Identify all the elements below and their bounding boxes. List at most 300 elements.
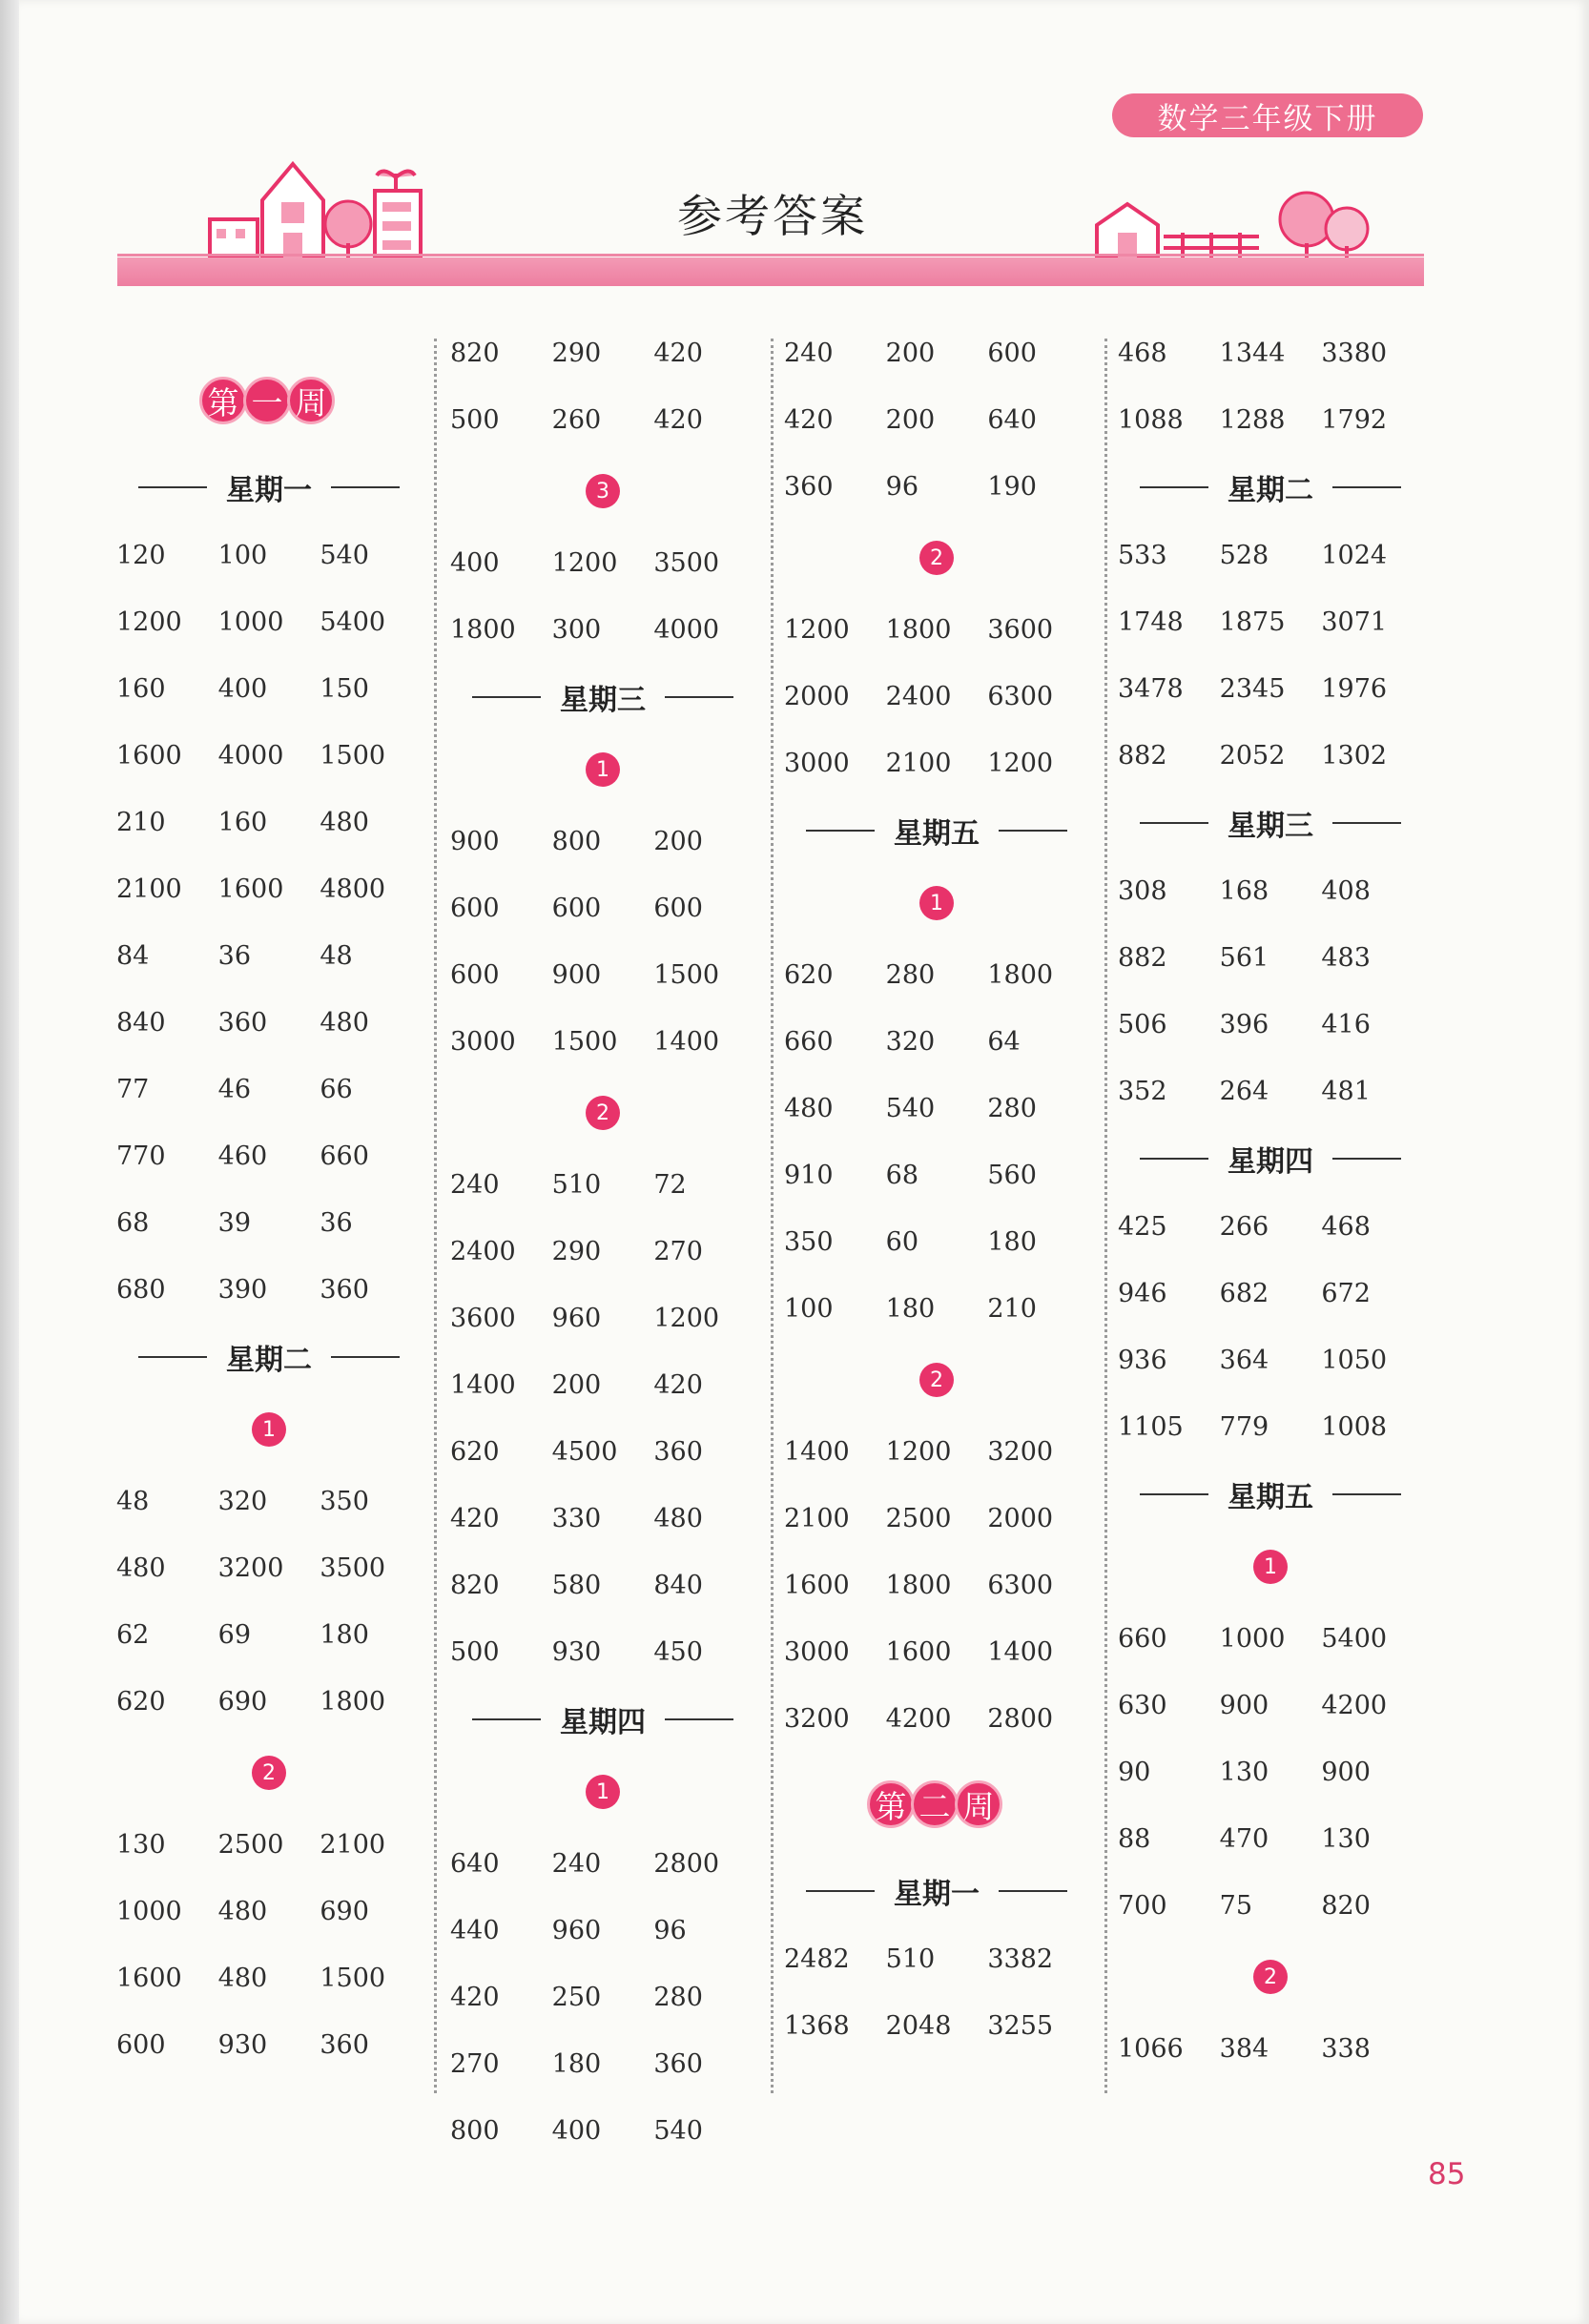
answer-row: [116, 1668, 422, 1735]
answer-row: [784, 386, 1089, 453]
answer-row: [450, 941, 755, 1008]
answer-value: 96: [885, 471, 919, 502]
answer-value: 1600: [116, 1963, 182, 1993]
answer-value: 510: [885, 1944, 936, 1974]
answer-value: 620: [784, 959, 834, 990]
answer-row: [116, 1601, 422, 1668]
answer-value: 300: [551, 614, 602, 645]
answer-value: 64: [987, 1026, 1021, 1057]
section-number: [1118, 1939, 1423, 2015]
answer-row: [1118, 991, 1423, 1058]
answer-value: 3500: [653, 547, 720, 578]
answer-row: [450, 1151, 755, 1218]
answer-row: [450, 1218, 755, 1285]
answer-value: 4800: [320, 874, 386, 904]
answer-value: 770: [116, 1141, 166, 1171]
answer-value: 3000: [450, 1026, 516, 1057]
answer-value: 820: [1321, 1890, 1371, 1921]
answer-value: 1200: [653, 1303, 720, 1333]
week-badge: [203, 377, 335, 424]
answer-value: 910: [784, 1160, 834, 1190]
column-separator: [771, 339, 774, 2093]
answer-row: [450, 2097, 755, 2164]
answer-value: 660: [1118, 1623, 1167, 1654]
section-number: [784, 520, 1089, 596]
answer-value: 630: [1118, 1690, 1167, 1720]
week-char: 周: [955, 1780, 1002, 1828]
answer-value: 480: [217, 1963, 268, 1993]
answer-value: 62: [116, 1619, 150, 1650]
answer-row: [116, 1122, 422, 1189]
section-number: [450, 1075, 755, 1151]
answer-value: 1400: [784, 1436, 850, 1467]
answer-value: 360: [217, 1007, 268, 1038]
answer-value: 540: [885, 1093, 936, 1123]
answer-value: 3600: [450, 1303, 516, 1333]
answer-value: 640: [987, 404, 1037, 435]
day-heading: [1118, 1460, 1423, 1529]
heading-rule: [806, 1890, 875, 1892]
answer-value: 680: [116, 1274, 166, 1305]
answer-value: 480: [217, 1896, 268, 1926]
answer-value: 3071: [1321, 607, 1388, 637]
answer-row: [450, 596, 755, 663]
answer-value: 320: [217, 1486, 268, 1516]
heading-rule: [1140, 1493, 1208, 1495]
answer-value: 3255: [987, 2010, 1054, 2041]
answer-row: [1118, 722, 1423, 789]
answer-value: 480: [320, 807, 369, 837]
answer-value: 1288: [1219, 404, 1286, 435]
answer-value: 450: [653, 1636, 703, 1667]
answer-row: [784, 453, 1089, 520]
answer-value: 600: [987, 338, 1037, 368]
answer-row: [450, 386, 755, 453]
answer-row: [1118, 1672, 1423, 1738]
answer-value: 3380: [1321, 338, 1388, 368]
section-number-badge: 2: [919, 1363, 954, 1397]
answer-value: 2100: [885, 748, 952, 778]
section-number-badge: 1: [586, 752, 620, 787]
answer-value: 1400: [450, 1369, 516, 1400]
day-heading: [1118, 789, 1423, 857]
answer-value: 500: [450, 1636, 500, 1667]
answer-row: [116, 1256, 422, 1323]
answer-value: 68: [885, 1160, 919, 1190]
answer-row: [116, 789, 422, 855]
answer-row: [116, 1534, 422, 1601]
answer-value: 39: [217, 1207, 252, 1238]
answer-row: [116, 2011, 422, 2078]
week-heading: [784, 1752, 1089, 1857]
answer-value: 210: [987, 1293, 1037, 1324]
answer-row: [784, 1275, 1089, 1342]
section-number-badge: 2: [252, 1756, 286, 1790]
answer-value: 4000: [217, 740, 284, 771]
answer-value: 1400: [987, 1636, 1054, 1667]
answer-value: 1792: [1321, 404, 1388, 435]
answer-value: 1088: [1118, 404, 1184, 435]
heading-rule: [1332, 486, 1401, 488]
answer-value: 2400: [450, 1236, 516, 1266]
answer-row: [1118, 319, 1423, 386]
answer-value: 60: [885, 1226, 919, 1257]
answer-row: [784, 941, 1089, 1008]
day-heading: [784, 796, 1089, 865]
answer-value: 560: [987, 1160, 1037, 1190]
answer-value: 130: [1219, 1757, 1269, 1787]
answer-value: 4000: [653, 614, 720, 645]
answer-value: 3200: [987, 1436, 1054, 1467]
answer-row: [784, 1075, 1089, 1141]
answer-value: 160: [116, 673, 166, 704]
header-band: [117, 257, 1424, 286]
section-number: [116, 1391, 422, 1468]
answer-value: 3478: [1118, 673, 1184, 704]
answer-value: 2000: [784, 681, 850, 711]
column-separator: [434, 339, 437, 2093]
answer-value: 240: [551, 1848, 602, 1879]
answer-value: 800: [450, 2115, 500, 2146]
answer-value: 600: [116, 2029, 166, 2060]
answer-row: [784, 1208, 1089, 1275]
answer-row: [1118, 1058, 1423, 1124]
answer-value: 36: [320, 1207, 353, 1238]
answer-row: [784, 1418, 1089, 1485]
answer-value: 483: [1321, 942, 1371, 973]
answer-row: [1118, 1805, 1423, 1872]
answer-value: 500: [450, 404, 500, 435]
answer-value: 400: [217, 673, 268, 704]
answer-value: 481: [1321, 1076, 1371, 1106]
section-number-badge: 3: [586, 474, 620, 508]
answer-value: 533: [1118, 540, 1167, 570]
answer-value: 400: [551, 2115, 602, 2146]
answer-value: 600: [450, 959, 500, 990]
answer-row: [116, 1944, 422, 2011]
answer-value: 240: [450, 1169, 500, 1200]
day-label: 星期四: [560, 1706, 646, 1739]
answer-value: 1600: [784, 1570, 850, 1600]
section-number: [116, 1735, 422, 1811]
answer-value: 96: [653, 1915, 687, 1945]
answer-row: [450, 1285, 755, 1351]
answer-value: 900: [1219, 1690, 1269, 1720]
answer-value: 3500: [320, 1553, 386, 1583]
answer-value: 540: [320, 540, 369, 570]
answer-value: 900: [1321, 1757, 1371, 1787]
day-label: 星期五: [1228, 1481, 1313, 1514]
day-label: 星期二: [1228, 474, 1313, 507]
answer-value: 779: [1219, 1411, 1269, 1442]
answer-value: 820: [450, 1570, 500, 1600]
answer-value: 130: [116, 1829, 166, 1860]
answer-value: 330: [551, 1503, 602, 1533]
answer-value: 360: [784, 471, 834, 502]
answer-value: 75: [1219, 1890, 1253, 1921]
answer-value: 2400: [885, 681, 952, 711]
answer-value: 1000: [217, 607, 284, 637]
answer-row: [116, 989, 422, 1056]
week-char: 二: [911, 1780, 959, 1828]
heading-rule: [1332, 1493, 1401, 1495]
answer-column-2: [450, 319, 755, 2164]
answer-row: [450, 1008, 755, 1075]
day-label: 星期一: [226, 474, 312, 507]
answer-row: [784, 1685, 1089, 1752]
heading-rule: [665, 1718, 733, 1720]
answer-value: 620: [450, 1436, 500, 1467]
answer-row: [450, 529, 755, 596]
answer-row: [1118, 1605, 1423, 1672]
answer-row: [1118, 1193, 1423, 1260]
answer-value: 936: [1118, 1345, 1167, 1375]
answer-value: 4200: [1321, 1690, 1388, 1720]
page-title: 参考答案: [677, 191, 868, 243]
answer-value: 320: [885, 1026, 936, 1057]
answer-row: [450, 1418, 755, 1485]
answer-row: [450, 1964, 755, 2030]
answer-value: 946: [1118, 1278, 1167, 1308]
answer-value: 1800: [450, 614, 516, 645]
answer-value: 1200: [551, 547, 618, 578]
answer-row: [450, 319, 755, 386]
section-number-badge: 1: [1253, 1550, 1288, 1584]
answer-value: 1050: [1321, 1345, 1388, 1375]
section-number: [784, 865, 1089, 941]
heading-rule: [665, 696, 733, 698]
house-trees-illustration: [1078, 191, 1383, 262]
answer-value: 2000: [987, 1503, 1054, 1533]
answer-row: [116, 1189, 422, 1256]
answer-value: 1008: [1321, 1411, 1388, 1442]
answer-value: 1500: [320, 1963, 386, 1993]
day-heading: [116, 453, 422, 522]
answer-value: 1000: [116, 1896, 182, 1926]
week-badge: [871, 1780, 1002, 1828]
answer-value: 2482: [784, 1944, 850, 1974]
heading-rule: [1332, 822, 1401, 824]
answer-value: 4500: [551, 1436, 618, 1467]
answer-column-3: [784, 319, 1089, 2059]
answer-value: 2100: [320, 1829, 386, 1860]
answer-row: [1118, 1738, 1423, 1805]
answer-row: [450, 808, 755, 874]
answer-value: 1400: [653, 1026, 720, 1057]
answer-value: 480: [784, 1093, 834, 1123]
answer-value: 960: [551, 1915, 602, 1945]
answer-value: 69: [217, 1619, 252, 1650]
answer-value: 360: [320, 2029, 369, 2060]
answer-value: 600: [551, 893, 602, 923]
page-number: 85: [1428, 2157, 1466, 2191]
binding-edge: [0, 0, 19, 2324]
heading-rule: [472, 1718, 541, 1720]
answer-value: 150: [320, 673, 369, 704]
answer-value: 900: [551, 959, 602, 990]
answer-row: [116, 655, 422, 722]
answer-value: 2052: [1219, 740, 1286, 771]
answer-value: 600: [653, 893, 703, 923]
answer-row: [784, 1141, 1089, 1208]
answer-value: 470: [1219, 1823, 1269, 1854]
answer-row: [450, 1830, 755, 1897]
answer-row: [116, 855, 422, 922]
answer-value: 416: [1321, 1009, 1371, 1039]
answer-value: 1800: [885, 614, 952, 645]
answer-value: 350: [320, 1486, 369, 1516]
heading-rule: [138, 1356, 207, 1358]
week-heading: [116, 348, 422, 453]
day-heading: [1118, 1124, 1423, 1193]
answer-value: 390: [217, 1274, 268, 1305]
column-separator: [1104, 339, 1107, 2093]
answer-value: 800: [551, 826, 602, 856]
answer-value: 480: [653, 1503, 703, 1533]
answer-value: 168: [1219, 875, 1269, 906]
answer-row: [116, 1878, 422, 1944]
answer-value: 1600: [116, 740, 182, 771]
section-number-badge: 2: [1253, 1960, 1288, 1994]
answer-value: 350: [784, 1226, 834, 1257]
answer-value: 200: [653, 826, 703, 856]
day-heading: [450, 663, 755, 731]
week-char: 周: [287, 377, 335, 424]
answer-value: 180: [320, 1619, 369, 1650]
answer-value: 2100: [116, 874, 182, 904]
answer-value: 5400: [320, 607, 386, 637]
answer-value: 440: [450, 1915, 500, 1945]
answer-value: 280: [653, 1982, 703, 2012]
heading-rule: [138, 486, 207, 488]
answer-value: 3382: [987, 1944, 1054, 1974]
answer-row: [1118, 386, 1423, 453]
answer-value: 190: [987, 471, 1037, 502]
answer-row: [1118, 588, 1423, 655]
answer-value: 960: [551, 1303, 602, 1333]
section-number: [1118, 1529, 1423, 1605]
answer-value: 396: [1219, 1009, 1269, 1039]
heading-rule: [472, 696, 541, 698]
section-number: [450, 1754, 755, 1830]
answer-value: 180: [987, 1226, 1037, 1257]
answer-row: [784, 730, 1089, 796]
answer-value: 420: [653, 338, 703, 368]
answer-value: 700: [1118, 1890, 1167, 1921]
answer-value: 400: [450, 547, 500, 578]
answer-value: 820: [450, 338, 500, 368]
answer-value: 480: [320, 1007, 369, 1038]
answer-value: 420: [450, 1982, 500, 2012]
answer-value: 2100: [784, 1503, 850, 1533]
section-number: [784, 1342, 1089, 1418]
answer-value: 90: [1118, 1757, 1151, 1787]
answer-value: 1200: [784, 614, 850, 645]
answer-value: 2345: [1219, 673, 1286, 704]
answer-value: 480: [116, 1553, 166, 1583]
answer-value: 280: [885, 959, 936, 990]
answer-row: [1118, 1260, 1423, 1327]
answer-value: 270: [653, 1236, 703, 1266]
answer-value: 308: [1118, 875, 1167, 906]
answer-row: [116, 588, 422, 655]
heading-rule: [999, 830, 1067, 832]
answer-value: 2048: [885, 2010, 952, 2041]
answer-value: 1000: [1219, 1623, 1286, 1654]
answer-value: 240: [784, 338, 834, 368]
answer-row: [784, 1485, 1089, 1552]
answer-row: [450, 1552, 755, 1618]
answer-row: [450, 874, 755, 941]
buildings-illustration: [205, 153, 453, 262]
week-char: 第: [199, 377, 247, 424]
answer-value: 660: [784, 1026, 834, 1057]
section-number-badge: 2: [919, 541, 954, 575]
answer-value: 682: [1219, 1278, 1269, 1308]
section-number: [450, 453, 755, 529]
answer-row: [450, 1351, 755, 1418]
answer-value: 420: [450, 1503, 500, 1533]
answer-row: [116, 1468, 422, 1534]
answer-value: 5400: [1321, 1623, 1388, 1654]
answer-value: 468: [1118, 338, 1167, 368]
answer-value: 1500: [551, 1026, 618, 1057]
heading-rule: [331, 1356, 400, 1358]
answer-row: [1118, 522, 1423, 588]
section-number-badge: 1: [919, 886, 954, 920]
day-heading: [1118, 453, 1423, 522]
answer-row: [784, 1008, 1089, 1075]
answer-row: [1118, 857, 1423, 924]
answer-value: 280: [987, 1093, 1037, 1123]
answer-value: 100: [217, 540, 268, 570]
answer-row: [450, 2030, 755, 2097]
day-label: 星期五: [894, 817, 980, 851]
answer-value: 6300: [987, 1570, 1054, 1600]
heading-rule: [331, 486, 400, 488]
answer-value: 4200: [885, 1703, 952, 1734]
answer-value: 352: [1118, 1076, 1167, 1106]
answer-value: 1875: [1219, 607, 1286, 637]
section-number-badge: 1: [586, 1775, 620, 1809]
answer-value: 200: [551, 1369, 602, 1400]
answer-value: 840: [116, 1007, 166, 1038]
answer-row: [116, 722, 422, 789]
answer-value: 360: [320, 1274, 369, 1305]
answer-value: 506: [1118, 1009, 1167, 1039]
answer-value: 420: [653, 404, 703, 435]
answer-value: 3000: [784, 1636, 850, 1667]
answer-row: [1118, 1393, 1423, 1460]
answer-value: 540: [653, 2115, 703, 2146]
answer-value: 72: [653, 1169, 687, 1200]
answer-value: 2500: [217, 1829, 284, 1860]
answer-value: 460: [217, 1141, 268, 1171]
section-number-badge: 1: [252, 1412, 286, 1447]
answer-row: [450, 1618, 755, 1685]
day-label: 星期四: [1228, 1145, 1313, 1179]
answer-value: 2800: [653, 1848, 720, 1879]
answer-row: [1118, 655, 1423, 722]
answer-value: 180: [551, 2048, 602, 2079]
answer-row: [450, 1897, 755, 1964]
answer-value: 68: [116, 1207, 150, 1238]
answer-value: 690: [217, 1686, 268, 1717]
week-char: 第: [867, 1780, 915, 1828]
day-label: 星期三: [560, 684, 646, 717]
answer-value: 580: [551, 1570, 602, 1600]
day-label: 星期三: [1228, 810, 1313, 843]
